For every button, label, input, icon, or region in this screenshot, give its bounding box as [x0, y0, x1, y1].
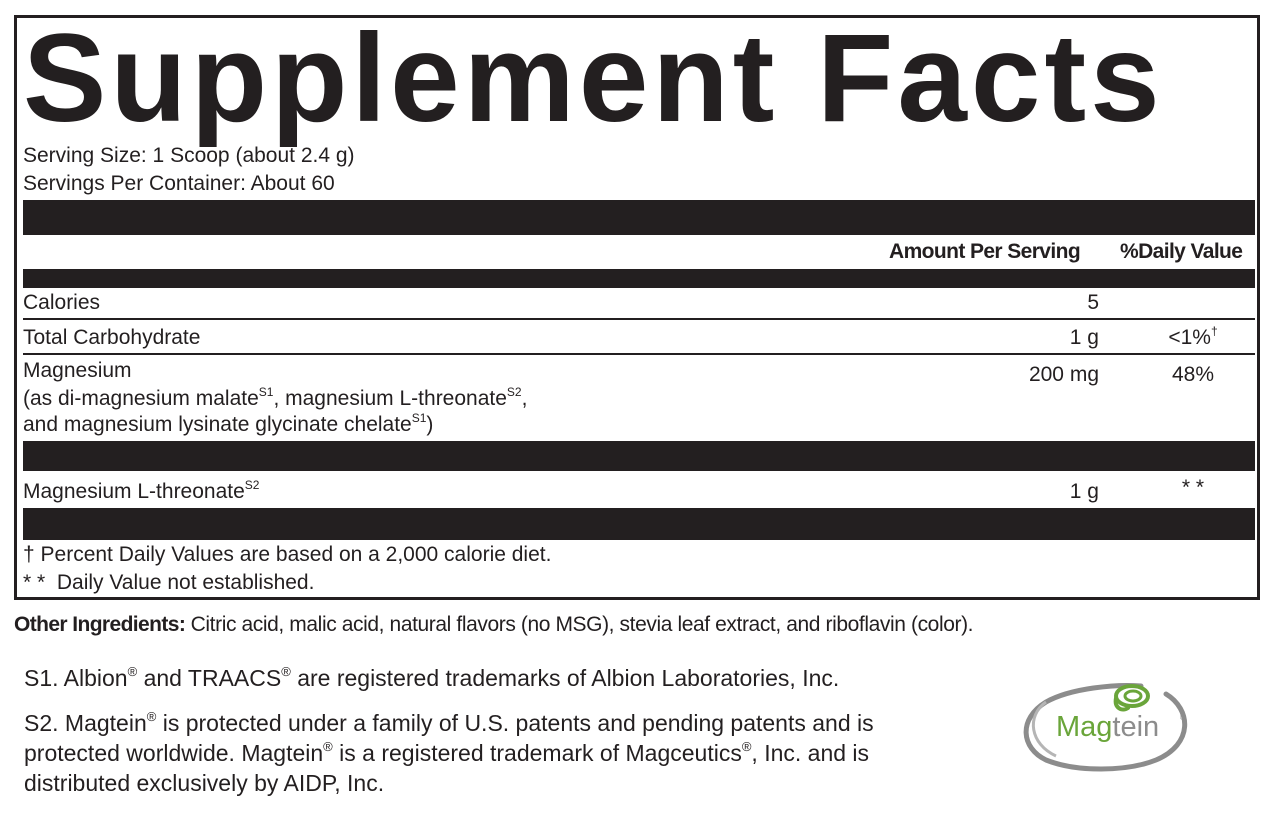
row-divider	[23, 353, 1255, 355]
other-ingredients-label: Other Ingredients:	[14, 613, 186, 636]
row-magnesium-detail-line2: and magnesium lysinate glycinate chelate$^{S1}$)	[23, 411, 434, 436]
row-carbohydrate-label: Total Carbohydrate	[23, 326, 201, 349]
row-magnesium-label: Magnesium	[23, 359, 132, 382]
daily-value-header: %Daily Value	[1120, 240, 1243, 263]
other-ingredients	[14, 613, 973, 637]
note-s2-line1: S2. Magtein® is protected under a family of U.S. patents and pending patents and is	[24, 709, 874, 736]
thick-divider-header	[23, 269, 1255, 288]
servings-per-container: Servings Per Container: About 60	[23, 172, 335, 195]
magtein-logo	[1016, 664, 1202, 776]
row-magnesium-dv: 48%	[1171, 363, 1215, 386]
thick-divider-middle	[23, 441, 1255, 471]
row-calories-amount: 5	[1087, 291, 1099, 314]
footnote-percent-dv: † Percent Daily Values are based on a 2,000 calorie diet.	[23, 543, 552, 566]
row-calories-label: Calories	[23, 291, 101, 314]
thick-divider-bottom	[23, 508, 1255, 540]
row-threonate-amount: 1 g	[1069, 480, 1099, 503]
logo-text: Magtein	[1056, 711, 1160, 743]
amount-per-serving-header: Amount Per Serving	[889, 240, 1081, 263]
other-ingredients-text: Citric acid, malic acid, natural flavors (no MSG), stevia leaf extract, and riboflavin (color).	[185, 613, 974, 636]
row-carbohydrate-amount: 1 g	[1069, 326, 1099, 349]
footnote-not-established: * * Daily Value not established.	[23, 571, 315, 594]
serving-size: Serving Size: 1 Scoop (about 2.4 g)	[23, 144, 355, 167]
row-carbohydrate-dv: <1%†	[1168, 324, 1218, 349]
logo-spiral-icon	[1116, 686, 1148, 710]
row-magnesium-detail-line1: (as di-magnesium malate$^{S1}$, magnesium L-threonate$^{S2}$,	[23, 385, 528, 410]
logo-swoosh-inner	[1033, 702, 1056, 756]
note-s1: S1. Albion® and TRAACS® are registered trademarks of Albion Laboratories, Inc.	[24, 664, 840, 691]
logo-registered-mark: ®	[1180, 713, 1186, 722]
note-s2-line2: protected worldwide. Magtein® is a registered trademark of Magceutics®, Inc. and is	[24, 739, 870, 766]
row-magnesium-amount: 200 mg	[1028, 363, 1099, 386]
panel-title: Supplement Facts	[23, 9, 1164, 148]
note-s2-line3: distributed exclusively by AIDP, Inc.	[24, 770, 385, 796]
row-threonate-label: Magnesium L-threonate$^{S2}$	[23, 478, 260, 503]
supplement-facts-panel	[14, 9, 1260, 600]
thick-divider-top	[23, 200, 1255, 235]
row-threonate-dv: * *	[1181, 476, 1205, 499]
row-divider	[23, 318, 1255, 320]
